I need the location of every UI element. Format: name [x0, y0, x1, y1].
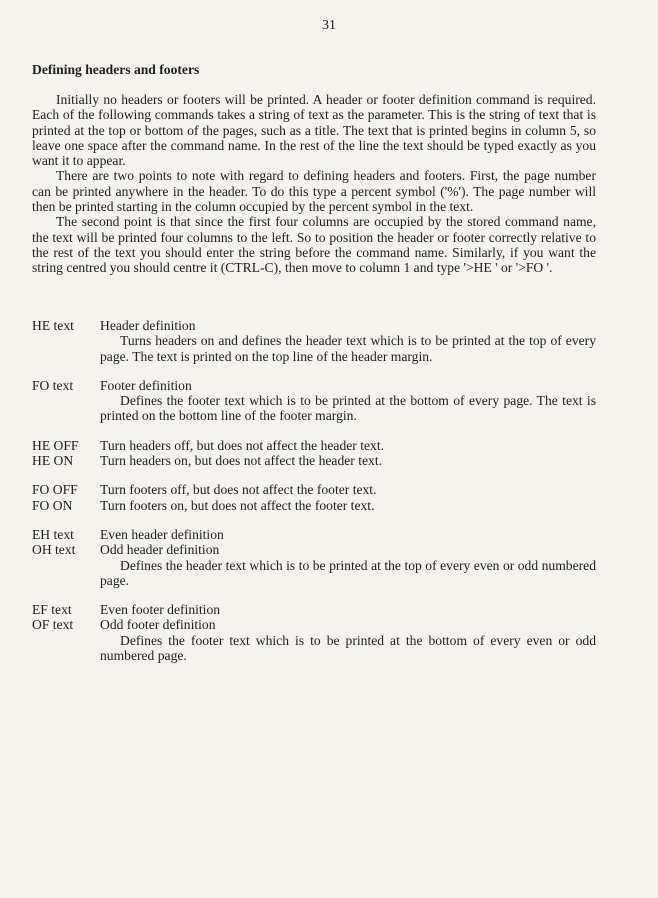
command-name: OH text: [32, 542, 76, 558]
definition-item: [32, 602, 596, 663]
page-number: 31: [322, 18, 336, 33]
command-title: Even footer definition: [100, 602, 221, 618]
definition-list: [32, 318, 596, 677]
intro-text: [32, 92, 596, 276]
definition-item: [32, 527, 596, 588]
definition-item: [32, 378, 596, 424]
definition-row: [32, 438, 596, 453]
command-title: Odd footer definition: [100, 617, 216, 633]
definition-row: [32, 498, 596, 513]
definition-item: [32, 438, 596, 469]
definition-row: [32, 318, 596, 333]
command-title: Turn footers on, but does not affect the footer text.: [100, 497, 375, 513]
command-description: Defines the footer text which is to be printed at the bottom of every even or odd numbered page.: [100, 632, 596, 664]
command-name: FO ON: [32, 497, 73, 513]
command-name: HE ON: [32, 453, 74, 469]
intro-paragraph: The second point is that since the first four columns are occupied by the stored command name, the text will be printed four columns to the left. So to position the header or footer correctly relative to the rest of the text you should enter the string before the command name. Similarly, if you want the string centred you should centre it (CTRL-C), then move to column 1 and type '>HE ' or '>FO '.: [32, 214, 596, 276]
command-title: Turn footers off, but does not affect the footer text.: [100, 482, 377, 498]
definition-row: [32, 453, 596, 468]
command-title: Even header definition: [100, 526, 224, 542]
command-description: Defines the footer text which is to be printed at the bottom of every page. The text is printed on the bottom line of the footer margin.: [100, 393, 596, 424]
command-title: Turn headers off, but does not affect the header text.: [100, 437, 385, 453]
definition-row: [32, 527, 596, 542]
intro-paragraph: Initially no headers or footers will be printed. A header or footer definition command is required. Each of the following commands takes a string of text as the parameter. This is the string of text that is printed at the top or bottom of the pages, such as a title. The text that is printed begins in column 5, so leave one space after the command name. In the rest of the line the text should be typed exactly as you want it to appear.: [32, 92, 596, 169]
command-description: Defines the header text which is to be printed at the top of every even or odd numbered page.: [100, 557, 596, 588]
definition-row: [32, 542, 596, 557]
definition-row: [32, 617, 596, 632]
definition-row: [32, 378, 596, 393]
command-title: Turn headers on, but does not affect the header text.: [100, 453, 382, 469]
command-title: Footer definition: [100, 377, 192, 393]
definition-item: [32, 482, 596, 513]
definition-row: [32, 602, 596, 617]
section-heading: Defining headers and footers: [32, 62, 200, 77]
command-name: FO text: [32, 377, 74, 393]
command-name: HE text: [32, 318, 74, 333]
command-title: Odd header definition: [100, 542, 220, 558]
command-name: FO OFF: [32, 482, 78, 498]
definition-row: [32, 482, 596, 497]
command-name: HE OFF: [32, 437, 79, 453]
command-name: EH text: [32, 526, 74, 542]
command-name: EF text: [32, 602, 72, 618]
command-description: Turns headers on and defines the header text which is to be printed at the top of every page. The text is printed on the top line of the header margin.: [100, 333, 596, 364]
command-name: OF text: [32, 617, 74, 633]
command-title: Header definition: [100, 318, 196, 333]
definition-item: [32, 318, 596, 364]
intro-paragraph: There are two points to note with regard to defining headers and footers. First, the page number can be printed anywhere in the header. To do this type a percent symbol ('%'). The page number will then be printed starting in the column occupied by the percent symbol in the text.: [32, 168, 596, 215]
